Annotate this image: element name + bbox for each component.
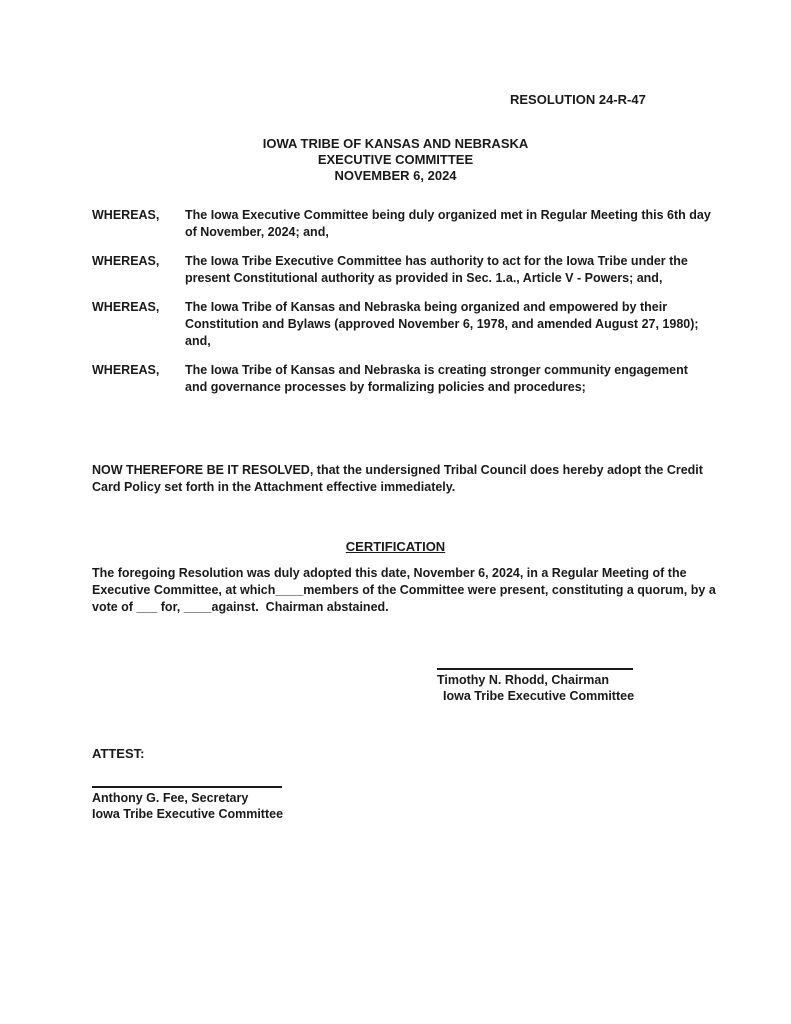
certification-heading: CERTIFICATION [345,539,446,554]
header-date-line: NOVEMBER 6, 2024 [334,168,457,183]
attest-organization: Iowa Tribe Executive Committee [92,807,284,821]
chairman-organization: Iowa Tribe Executive Committee [443,689,635,703]
header-committee-line: EXECUTIVE COMMITTEE [317,152,474,167]
whereas-clause [92,207,712,241]
chairman-signature-line [437,660,633,670]
resolved-paragraph: NOW THEREFORE BE IT RESOLVED, that the undersigned Tribal Council does hereby adopt the Credit Card Policy set forth in the Attachment effective immediately. [92,463,703,494]
whereas-label: WHEREAS, [92,254,160,268]
chairman-signature-block [437,660,677,704]
attest-label: ATTEST: [92,746,145,761]
header-organization-line: IOWA TRIBE OF KANSAS AND NEBRASKA [262,136,529,151]
whereas-clause [92,253,712,287]
whereas-text: The Iowa Tribe of Kansas and Nebraska is creating stronger community engagement and governance processes by formalizing policies and procedures; [185,363,688,394]
whereas-clause [92,362,712,396]
attest-signature-line [92,778,282,788]
whereas-label: WHEREAS, [92,300,160,314]
whereas-label: WHEREAS, [92,208,160,222]
whereas-label: WHEREAS, [92,363,160,377]
chairman-name-title: Timothy N. Rhodd, Chairman [437,673,609,687]
whereas-text: The Iowa Executive Committee being duly organized met in Regular Meeting this 6th day of November, 2024; and, [185,208,711,239]
attest-signature-block [92,778,352,822]
whereas-clause [92,299,712,350]
certification-paragraph: The foregoing Resolution was duly adopted this date, November 6, 2024, in a Regular Meeting of the Executive Committee, at which____members of the Committee were present, constituting a quorum, by a vote of ___ for, ____against. Chairman abstained. [92,566,716,614]
whereas-text: The Iowa Tribe Executive Committee has authority to act for the Iowa Tribe under the present Constitutional authority as provided in Sec. 1.a., Article V - Powers; and, [185,254,688,285]
document-header [0,136,791,184]
attest-name-title: Anthony G. Fee, Secretary [92,791,249,805]
whereas-text: The Iowa Tribe of Kansas and Nebraska being organized and empowered by their Constitution and Bylaws (approved November 6, 1978, and amended August 27, 1980); and, [185,300,699,348]
whereas-section [92,207,712,408]
resolution-number: RESOLUTION 24-R-47 [510,92,646,107]
